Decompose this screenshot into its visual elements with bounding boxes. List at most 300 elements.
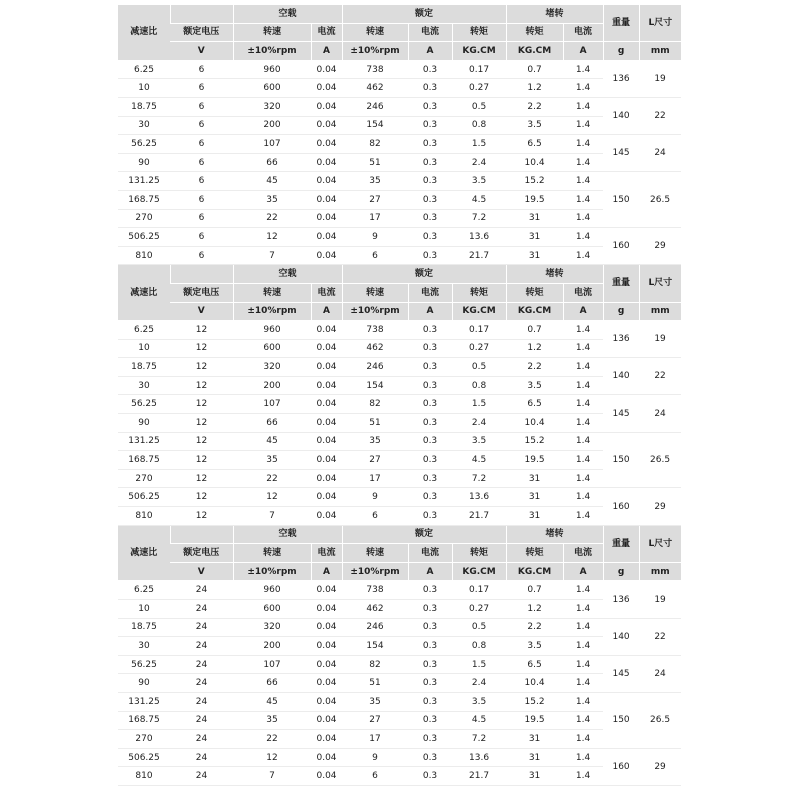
stall-torque-cell: 15.2 — [506, 692, 563, 711]
rated-current-cell: 0.3 — [408, 358, 452, 377]
header-rated: 额定 — [342, 265, 506, 284]
rated-torque-cell: 4.5 — [452, 711, 506, 730]
unit-a: A — [311, 42, 342, 61]
table-row — [118, 451, 681, 470]
ratio-cell: 6.25 — [118, 60, 170, 79]
rated-speed-cell: 51 — [342, 414, 408, 433]
stall-torque-cell: 19.5 — [506, 451, 563, 470]
ratio-cell: 90 — [118, 153, 170, 172]
no-load-speed-cell: 22 — [233, 469, 311, 488]
l-size-cell: 22 — [639, 358, 681, 395]
rated-current-cell: 0.3 — [408, 507, 452, 526]
header-stall-torque: 转矩 — [506, 544, 563, 563]
stall-current-cell: 1.4 — [563, 469, 603, 488]
stall-torque-cell: 1.2 — [506, 79, 563, 98]
unit-rpm: ±10%rpm — [342, 562, 408, 581]
rated-torque-cell: 4.5 — [452, 190, 506, 209]
rated-speed-cell: 246 — [342, 97, 408, 116]
rated-current-cell: 0.3 — [408, 581, 452, 600]
table-row — [118, 600, 681, 619]
stall-current-cell: 1.4 — [563, 432, 603, 451]
header-rated-current: 电流 — [408, 544, 452, 563]
header-rated-current: 电流 — [408, 23, 452, 42]
table-row — [118, 60, 681, 79]
table-row — [118, 116, 681, 135]
no-load-current-cell: 0.04 — [311, 637, 342, 656]
ratio-cell: 90 — [118, 414, 170, 433]
rated-current-cell: 0.3 — [408, 711, 452, 730]
rated-speed-cell: 154 — [342, 116, 408, 135]
rated-torque-cell: 2.4 — [452, 153, 506, 172]
l-size-cell: 22 — [639, 618, 681, 655]
no-load-current-cell: 0.04 — [311, 321, 342, 340]
stall-current-cell: 1.4 — [563, 711, 603, 730]
rated-speed-cell: 9 — [342, 748, 408, 767]
stall-torque-cell: 1.2 — [506, 600, 563, 619]
ratio-cell: 506.25 — [118, 488, 170, 507]
ratio-cell: 270 — [118, 209, 170, 228]
stall-torque-cell: 2.2 — [506, 618, 563, 637]
no-load-current-cell: 0.04 — [311, 432, 342, 451]
l-size-cell: 24 — [639, 135, 681, 172]
voltage-cell: 6 — [170, 246, 233, 265]
stall-current-cell: 1.4 — [563, 748, 603, 767]
voltage-cell: 12 — [170, 339, 233, 358]
no-load-current-cell: 0.04 — [311, 228, 342, 247]
rated-speed-cell: 6 — [342, 507, 408, 526]
no-load-speed-cell: 600 — [233, 339, 311, 358]
voltage-cell: 12 — [170, 321, 233, 340]
rated-speed-cell: 82 — [342, 655, 408, 674]
ratio-cell: 18.75 — [118, 358, 170, 377]
no-load-current-cell: 0.04 — [311, 692, 342, 711]
header-rated-voltage: 额定电压 — [170, 23, 233, 42]
table-units-row — [118, 562, 681, 581]
ratio-cell: 10 — [118, 79, 170, 98]
stall-torque-cell: 3.5 — [506, 637, 563, 656]
stall-torque-cell: 0.7 — [506, 60, 563, 79]
stall-current-cell: 1.4 — [563, 637, 603, 656]
no-load-speed-cell: 66 — [233, 414, 311, 433]
weight-cell: 150 — [603, 692, 639, 748]
voltage-cell: 12 — [170, 432, 233, 451]
header-l-size: L尺寸 — [639, 265, 681, 302]
no-load-speed-cell: 7 — [233, 767, 311, 786]
stall-current-cell: 1.4 — [563, 190, 603, 209]
rated-current-cell: 0.3 — [408, 153, 452, 172]
rated-current-cell: 0.3 — [408, 376, 452, 395]
rated-current-cell: 0.3 — [408, 395, 452, 414]
l-size-cell: 19 — [639, 321, 681, 358]
header-ratio: 减速比 — [118, 525, 170, 581]
voltage-cell: 24 — [170, 618, 233, 637]
ratio-cell: 6.25 — [118, 581, 170, 600]
table-units-row — [118, 302, 681, 321]
unit-mm: mm — [639, 42, 681, 61]
table-header-row — [118, 283, 681, 302]
rated-speed-cell: 35 — [342, 432, 408, 451]
voltage-cell: 6 — [170, 97, 233, 116]
no-load-speed-cell: 22 — [233, 209, 311, 228]
rated-torque-cell: 7.2 — [452, 209, 506, 228]
rated-speed-cell: 738 — [342, 321, 408, 340]
l-size-cell: 22 — [639, 97, 681, 134]
rated-speed-cell: 17 — [342, 209, 408, 228]
rated-speed-cell: 17 — [342, 730, 408, 749]
unit-rpm: ±10%rpm — [233, 562, 311, 581]
rated-speed-cell: 27 — [342, 190, 408, 209]
stall-current-cell: 1.4 — [563, 172, 603, 191]
no-load-current-cell: 0.04 — [311, 116, 342, 135]
voltage-cell: 6 — [170, 209, 233, 228]
header-ratio: 减速比 — [118, 265, 170, 321]
no-load-speed-cell: 45 — [233, 172, 311, 191]
stall-torque-cell: 31 — [506, 209, 563, 228]
unit-g: g — [603, 562, 639, 581]
no-load-current-cell: 0.04 — [311, 97, 342, 116]
unit-a: A — [408, 302, 452, 321]
header-no-load-speed: 转速 — [233, 283, 311, 302]
ratio-cell: 168.75 — [118, 711, 170, 730]
rated-torque-cell: 0.27 — [452, 79, 506, 98]
rated-torque-cell: 13.6 — [452, 748, 506, 767]
rated-current-cell: 0.3 — [408, 246, 452, 265]
unit-v: V — [170, 42, 233, 61]
no-load-current-cell: 0.04 — [311, 135, 342, 154]
stall-torque-cell: 31 — [506, 767, 563, 786]
no-load-current-cell: 0.04 — [311, 674, 342, 693]
rated-torque-cell: 0.17 — [452, 321, 506, 340]
ratio-cell: 168.75 — [118, 190, 170, 209]
no-load-speed-cell: 66 — [233, 153, 311, 172]
header-no-load-current: 电流 — [311, 544, 342, 563]
stall-torque-cell: 19.5 — [506, 190, 563, 209]
table-units-row — [118, 42, 681, 61]
stall-torque-cell: 0.7 — [506, 321, 563, 340]
no-load-speed-cell: 320 — [233, 358, 311, 377]
header-rated-voltage: 额定电压 — [170, 544, 233, 563]
unit-g: g — [603, 302, 639, 321]
header-rated-torque: 转矩 — [452, 23, 506, 42]
header-no-load-current: 电流 — [311, 23, 342, 42]
rated-speed-cell: 462 — [342, 79, 408, 98]
voltage-cell: 24 — [170, 711, 233, 730]
rated-torque-cell: 21.7 — [452, 246, 506, 265]
unit-a: A — [563, 42, 603, 61]
no-load-speed-cell: 320 — [233, 618, 311, 637]
ratio-cell: 90 — [118, 674, 170, 693]
table-header-row — [118, 525, 681, 544]
table-row — [118, 674, 681, 693]
weight-cell: 145 — [603, 395, 639, 432]
ratio-cell: 506.25 — [118, 228, 170, 247]
stall-torque-cell: 3.5 — [506, 376, 563, 395]
rated-current-cell: 0.3 — [408, 209, 452, 228]
weight-cell: 136 — [603, 60, 639, 97]
no-load-current-cell: 0.04 — [311, 600, 342, 619]
rated-torque-cell: 0.8 — [452, 116, 506, 135]
stall-torque-cell: 31 — [506, 469, 563, 488]
table-row — [118, 637, 681, 656]
ratio-cell: 168.75 — [118, 451, 170, 470]
no-load-current-cell: 0.04 — [311, 767, 342, 786]
rated-current-cell: 0.3 — [408, 116, 452, 135]
voltage-cell: 6 — [170, 116, 233, 135]
ratio-cell: 56.25 — [118, 395, 170, 414]
stall-torque-cell: 31 — [506, 748, 563, 767]
unit-rpm: ±10%rpm — [233, 302, 311, 321]
l-size-cell: 26.5 — [639, 172, 681, 228]
no-load-current-cell: 0.04 — [311, 358, 342, 377]
no-load-current-cell: 0.04 — [311, 376, 342, 395]
no-load-current-cell: 0.04 — [311, 395, 342, 414]
no-load-current-cell: 0.04 — [311, 190, 342, 209]
unit-a: A — [563, 302, 603, 321]
rated-current-cell: 0.3 — [408, 97, 452, 116]
l-size-cell: 24 — [639, 395, 681, 432]
rated-current-cell: 0.3 — [408, 451, 452, 470]
table-row — [118, 190, 681, 209]
rated-speed-cell: 738 — [342, 60, 408, 79]
table-header-row — [118, 5, 681, 23]
header-weight: 重量 — [603, 265, 639, 302]
voltage-cell: 12 — [170, 358, 233, 377]
rated-speed-cell: 154 — [342, 637, 408, 656]
no-load-current-cell: 0.04 — [311, 581, 342, 600]
rated-current-cell: 0.3 — [408, 655, 452, 674]
header-no-load-speed: 转速 — [233, 23, 311, 42]
no-load-current-cell: 0.04 — [311, 209, 342, 228]
ratio-cell: 30 — [118, 637, 170, 656]
voltage-cell: 6 — [170, 190, 233, 209]
stall-torque-cell: 6.5 — [506, 655, 563, 674]
rated-torque-cell: 7.2 — [452, 469, 506, 488]
stall-torque-cell: 0.7 — [506, 581, 563, 600]
header-rated-speed: 转速 — [342, 544, 408, 563]
rated-speed-cell: 82 — [342, 395, 408, 414]
no-load-speed-cell: 35 — [233, 711, 311, 730]
stall-current-cell: 1.4 — [563, 376, 603, 395]
weight-cell: 145 — [603, 655, 639, 692]
rated-torque-cell: 21.7 — [452, 507, 506, 526]
unit-kgcm: KG.CM — [452, 42, 506, 61]
stall-torque-cell: 15.2 — [506, 172, 563, 191]
rated-torque-cell: 13.6 — [452, 488, 506, 507]
unit-g: g — [603, 42, 639, 61]
rated-speed-cell: 35 — [342, 692, 408, 711]
weight-cell: 145 — [603, 135, 639, 172]
stall-current-cell: 1.4 — [563, 692, 603, 711]
stall-current-cell: 1.4 — [563, 358, 603, 377]
rated-speed-cell: 738 — [342, 581, 408, 600]
weight-cell: 136 — [603, 581, 639, 618]
header-rated: 额定 — [342, 5, 506, 23]
stall-current-cell: 1.4 — [563, 97, 603, 116]
rated-torque-cell: 21.7 — [452, 767, 506, 786]
voltage-cell: 12 — [170, 376, 233, 395]
rated-torque-cell: 0.8 — [452, 637, 506, 656]
ratio-cell: 56.25 — [118, 135, 170, 154]
spec-table — [118, 5, 681, 786]
table-row — [118, 730, 681, 749]
unit-kgcm: KG.CM — [452, 302, 506, 321]
stall-current-cell: 1.4 — [563, 581, 603, 600]
l-size-cell: 26.5 — [639, 692, 681, 748]
header-blank — [170, 265, 233, 284]
stall-current-cell: 1.4 — [563, 60, 603, 79]
ratio-cell: 30 — [118, 116, 170, 135]
no-load-speed-cell: 45 — [233, 692, 311, 711]
table-row — [118, 507, 681, 526]
unit-rpm: ±10%rpm — [342, 42, 408, 61]
voltage-cell: 6 — [170, 135, 233, 154]
ratio-cell: 810 — [118, 246, 170, 265]
stall-current-cell: 1.4 — [563, 135, 603, 154]
rated-torque-cell: 3.5 — [452, 432, 506, 451]
table-row — [118, 711, 681, 730]
rated-torque-cell: 0.5 — [452, 618, 506, 637]
weight-cell: 136 — [603, 321, 639, 358]
stall-current-cell: 1.4 — [563, 451, 603, 470]
stall-current-cell: 1.4 — [563, 209, 603, 228]
no-load-speed-cell: 12 — [233, 748, 311, 767]
weight-cell: 140 — [603, 358, 639, 395]
rated-speed-cell: 51 — [342, 674, 408, 693]
l-size-cell: 29 — [639, 228, 681, 265]
rated-current-cell: 0.3 — [408, 488, 452, 507]
no-load-speed-cell: 22 — [233, 730, 311, 749]
ratio-cell: 6.25 — [118, 321, 170, 340]
no-load-speed-cell: 35 — [233, 190, 311, 209]
rated-current-cell: 0.3 — [408, 414, 452, 433]
rated-current-cell: 0.3 — [408, 600, 452, 619]
voltage-cell: 24 — [170, 767, 233, 786]
no-load-speed-cell: 12 — [233, 228, 311, 247]
table-row — [118, 246, 681, 265]
stall-torque-cell: 1.2 — [506, 339, 563, 358]
table-row — [118, 79, 681, 98]
header-rated-speed: 转速 — [342, 283, 408, 302]
rated-speed-cell: 462 — [342, 339, 408, 358]
no-load-speed-cell: 107 — [233, 135, 311, 154]
stall-torque-cell: 6.5 — [506, 135, 563, 154]
rated-speed-cell: 462 — [342, 600, 408, 619]
rated-torque-cell: 1.5 — [452, 395, 506, 414]
rated-torque-cell: 3.5 — [452, 692, 506, 711]
stall-torque-cell: 31 — [506, 730, 563, 749]
no-load-current-cell: 0.04 — [311, 339, 342, 358]
rated-torque-cell: 0.27 — [452, 339, 506, 358]
header-rated-speed: 转速 — [342, 23, 408, 42]
unit-a: A — [311, 562, 342, 581]
unit-a: A — [408, 42, 452, 61]
table-row — [118, 358, 681, 377]
ratio-cell: 18.75 — [118, 618, 170, 637]
rated-current-cell: 0.3 — [408, 730, 452, 749]
spec-sheet — [118, 5, 681, 786]
stall-current-cell: 1.4 — [563, 116, 603, 135]
stall-current-cell: 1.4 — [563, 655, 603, 674]
ratio-cell: 131.25 — [118, 172, 170, 191]
rated-current-cell: 0.3 — [408, 767, 452, 786]
table-row — [118, 692, 681, 711]
ratio-cell: 18.75 — [118, 97, 170, 116]
rated-speed-cell: 6 — [342, 246, 408, 265]
voltage-cell: 24 — [170, 674, 233, 693]
l-size-cell: 24 — [639, 655, 681, 692]
no-load-speed-cell: 600 — [233, 600, 311, 619]
stall-current-cell: 1.4 — [563, 618, 603, 637]
stall-torque-cell: 31 — [506, 246, 563, 265]
rated-current-cell: 0.3 — [408, 339, 452, 358]
stall-torque-cell: 6.5 — [506, 395, 563, 414]
rated-speed-cell: 9 — [342, 228, 408, 247]
header-no-load-current: 电流 — [311, 283, 342, 302]
rated-torque-cell: 0.17 — [452, 581, 506, 600]
voltage-cell: 6 — [170, 172, 233, 191]
unit-kgcm: KG.CM — [452, 562, 506, 581]
rated-current-cell: 0.3 — [408, 190, 452, 209]
table-row — [118, 172, 681, 191]
ratio-cell: 10 — [118, 339, 170, 358]
table-header-row — [118, 265, 681, 284]
weight-cell: 160 — [603, 488, 639, 525]
weight-cell: 150 — [603, 172, 639, 228]
unit-mm: mm — [639, 302, 681, 321]
rated-torque-cell: 2.4 — [452, 674, 506, 693]
weight-cell: 160 — [603, 228, 639, 265]
voltage-cell: 12 — [170, 451, 233, 470]
stall-current-cell: 1.4 — [563, 228, 603, 247]
no-load-current-cell: 0.04 — [311, 451, 342, 470]
unit-kgcm: KG.CM — [506, 562, 563, 581]
header-no-load: 空载 — [233, 525, 342, 544]
l-size-cell: 19 — [639, 60, 681, 97]
unit-a: A — [408, 562, 452, 581]
table-header-row — [118, 544, 681, 563]
stall-current-cell: 1.4 — [563, 339, 603, 358]
table-row — [118, 209, 681, 228]
stall-torque-cell: 2.2 — [506, 97, 563, 116]
header-rated-current: 电流 — [408, 283, 452, 302]
no-load-speed-cell: 960 — [233, 581, 311, 600]
voltage-cell: 24 — [170, 730, 233, 749]
no-load-speed-cell: 7 — [233, 246, 311, 265]
no-load-speed-cell: 45 — [233, 432, 311, 451]
header-no-load: 空载 — [233, 5, 342, 23]
no-load-current-cell: 0.04 — [311, 153, 342, 172]
voltage-cell: 24 — [170, 581, 233, 600]
voltage-cell: 6 — [170, 60, 233, 79]
no-load-current-cell: 0.04 — [311, 730, 342, 749]
ratio-cell: 270 — [118, 469, 170, 488]
table-row — [118, 395, 681, 414]
stall-current-cell: 1.4 — [563, 395, 603, 414]
rated-current-cell: 0.3 — [408, 692, 452, 711]
header-no-load: 空载 — [233, 265, 342, 284]
rated-speed-cell: 35 — [342, 172, 408, 191]
rated-speed-cell: 9 — [342, 488, 408, 507]
table-row — [118, 488, 681, 507]
header-blank — [170, 525, 233, 544]
rated-speed-cell: 6 — [342, 767, 408, 786]
no-load-speed-cell: 960 — [233, 321, 311, 340]
unit-kgcm: KG.CM — [506, 42, 563, 61]
no-load-current-cell: 0.04 — [311, 414, 342, 433]
header-blank — [170, 5, 233, 23]
stall-current-cell: 1.4 — [563, 79, 603, 98]
unit-mm: mm — [639, 562, 681, 581]
